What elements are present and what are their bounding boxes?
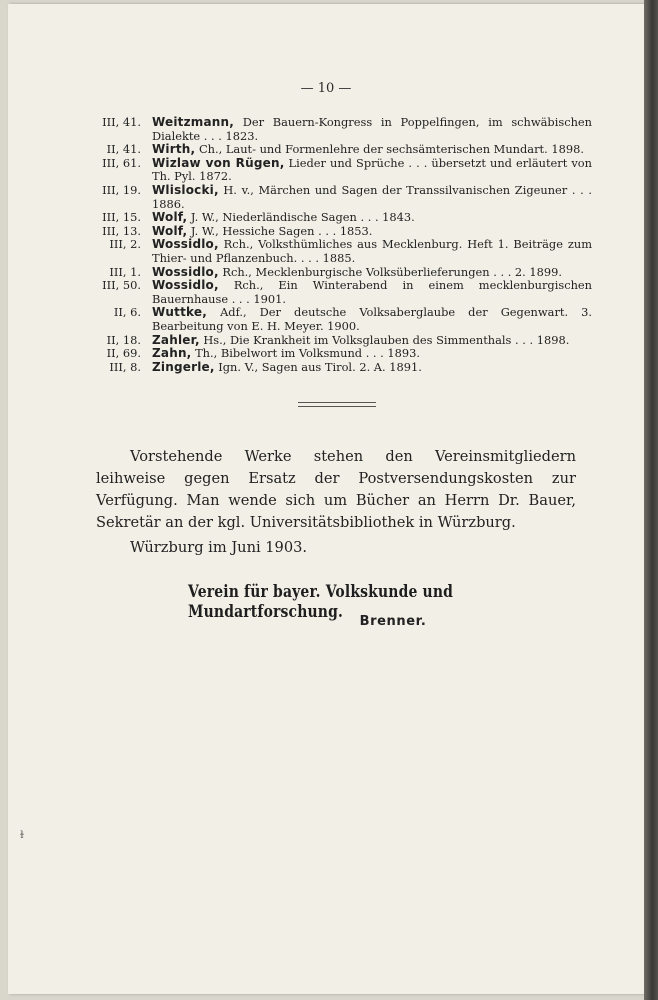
entry-body <box>152 306 592 333</box>
entry-reference: III, 1. <box>109 264 141 279</box>
date-line: Würzburg im Juni 1903. <box>130 539 308 556</box>
entry-reference: III, 15. <box>102 210 141 225</box>
entry-author: Zahler, <box>152 332 200 347</box>
signature-name: Brenner. <box>359 614 427 629</box>
entry-body <box>152 361 592 375</box>
entry-body <box>152 279 592 306</box>
notice-paragraph: Vorstehende Werke stehen den Vereinsmitgliedern leihweise gegen Ersatz der Postversendungskosten zur Verfügung. Man wende sich um Bücher an Herrn Dr. Bauer, Sekretär an der kgl. Universitätsbibliothek in Würzburg. <box>96 448 576 531</box>
entry-body <box>152 225 592 239</box>
entry-text: Der Bauern-Kongress in Poppelfingen, im schwäbischen Dialekte . . . 1823. <box>152 115 593 143</box>
bibliography-entry <box>92 143 592 157</box>
entry-text: J. W., Hessiche Sagen . . . 1853. <box>190 223 373 238</box>
entry-body <box>152 334 592 348</box>
entry-reference: III, 61. <box>102 155 141 170</box>
entry-body <box>152 157 592 184</box>
entry-text: H. v., Märchen und Sagen der Transsilvanischen Zigeuner . . . 1886. <box>152 182 592 211</box>
entry-body <box>152 347 592 361</box>
document-page <box>8 4 644 994</box>
entry-text: Rch., Ein Winterabend in einem mecklenburgischen Bauernhause . . . 1901. <box>152 278 592 306</box>
entry-author: Wossidlo, <box>152 264 219 279</box>
entry-reference: III, 50. <box>102 278 141 293</box>
section-divider <box>298 402 376 407</box>
entry-text: Ign. V., Sagen aus Tirol. 2. A. 1891. <box>218 359 422 374</box>
entry-text: Rch., Mecklenburgische Volksüberlieferungen . . . 2. 1899. <box>222 264 563 279</box>
margin-mark: ɫ <box>20 830 24 841</box>
entry-text: Rch., Volksthümliches aus Mecklenburg. Heft 1. Beiträge zum Thier- und Pflanzenbuch. . . . 1885. <box>152 237 592 265</box>
entry-body <box>152 211 592 225</box>
entry-text: Ch., Laut- und Formenlehre der sechsämterischen Mundart. 1898. <box>198 142 584 157</box>
entry-reference: III, 8. <box>109 359 141 374</box>
page-number: — 10 — <box>300 81 352 96</box>
bibliography-entry <box>92 306 592 333</box>
bibliography-entry <box>92 184 592 211</box>
entry-author: Weitzmann, <box>152 115 235 129</box>
bibliography-entry <box>92 266 592 280</box>
entry-reference: II, 69. <box>106 346 141 361</box>
society-name: Verein für bayer. Volkskunde und Mundartforschung. <box>188 582 454 622</box>
entry-reference: III, 2. <box>109 237 141 252</box>
entry-reference: III, 19. <box>102 182 141 197</box>
entry-author: Wizlaw von Rügen, <box>152 155 285 170</box>
entry-reference: II, 41. <box>106 142 141 157</box>
entry-author: Zingerle, <box>152 359 215 374</box>
entry-text: Th., Bibelwort im Volksmund . . . 1893. <box>195 346 421 361</box>
entry-reference: III, 13. <box>102 223 141 238</box>
entry-body <box>152 184 592 211</box>
bibliography-entry <box>92 116 592 143</box>
bibliography-entry <box>92 361 592 375</box>
bibliography-entry <box>92 211 592 225</box>
bibliography-entry <box>92 157 592 184</box>
entry-body <box>152 266 592 280</box>
bibliography-list <box>92 116 592 374</box>
entry-author: Wossidlo, <box>152 237 219 252</box>
entry-reference: III, 41. <box>102 115 141 129</box>
entry-author: Wolf, <box>152 223 188 238</box>
entry-body <box>152 238 592 265</box>
entry-text: J. W., Niederländische Sagen . . . 1843. <box>190 210 415 225</box>
entry-author: Zahn, <box>152 346 192 361</box>
entry-text: Adf., Der deutsche Volksaberglaube der Gegenwart. 3. Bearbeitung von E. H. Meyer. 1900. <box>152 305 592 333</box>
entry-author: Wuttke, <box>152 305 208 320</box>
bibliography-entry <box>92 334 592 348</box>
entry-text: Hs., Die Krankheit im Volksglauben des Simmenthals . . . 1898. <box>203 332 570 347</box>
entry-author: Wossidlo, <box>152 278 219 293</box>
bibliography-entry <box>92 238 592 265</box>
bibliography-entry <box>92 347 592 361</box>
entry-text: Lieder und Sprüche . . . übersetzt und erläutert von Th. Pyl. 1872. <box>152 155 593 184</box>
entry-reference: II, 6. <box>113 305 141 320</box>
entry-body <box>152 116 592 143</box>
entry-author: Wirth, <box>152 142 196 157</box>
entry-body <box>152 143 592 157</box>
bibliography-entry <box>92 279 592 306</box>
book-spine-edge <box>644 0 658 1000</box>
bibliography-entry <box>92 225 592 239</box>
entry-author: Wolf, <box>152 210 188 225</box>
entry-author: Wlislocki, <box>152 182 219 197</box>
entry-reference: II, 18. <box>106 332 141 347</box>
